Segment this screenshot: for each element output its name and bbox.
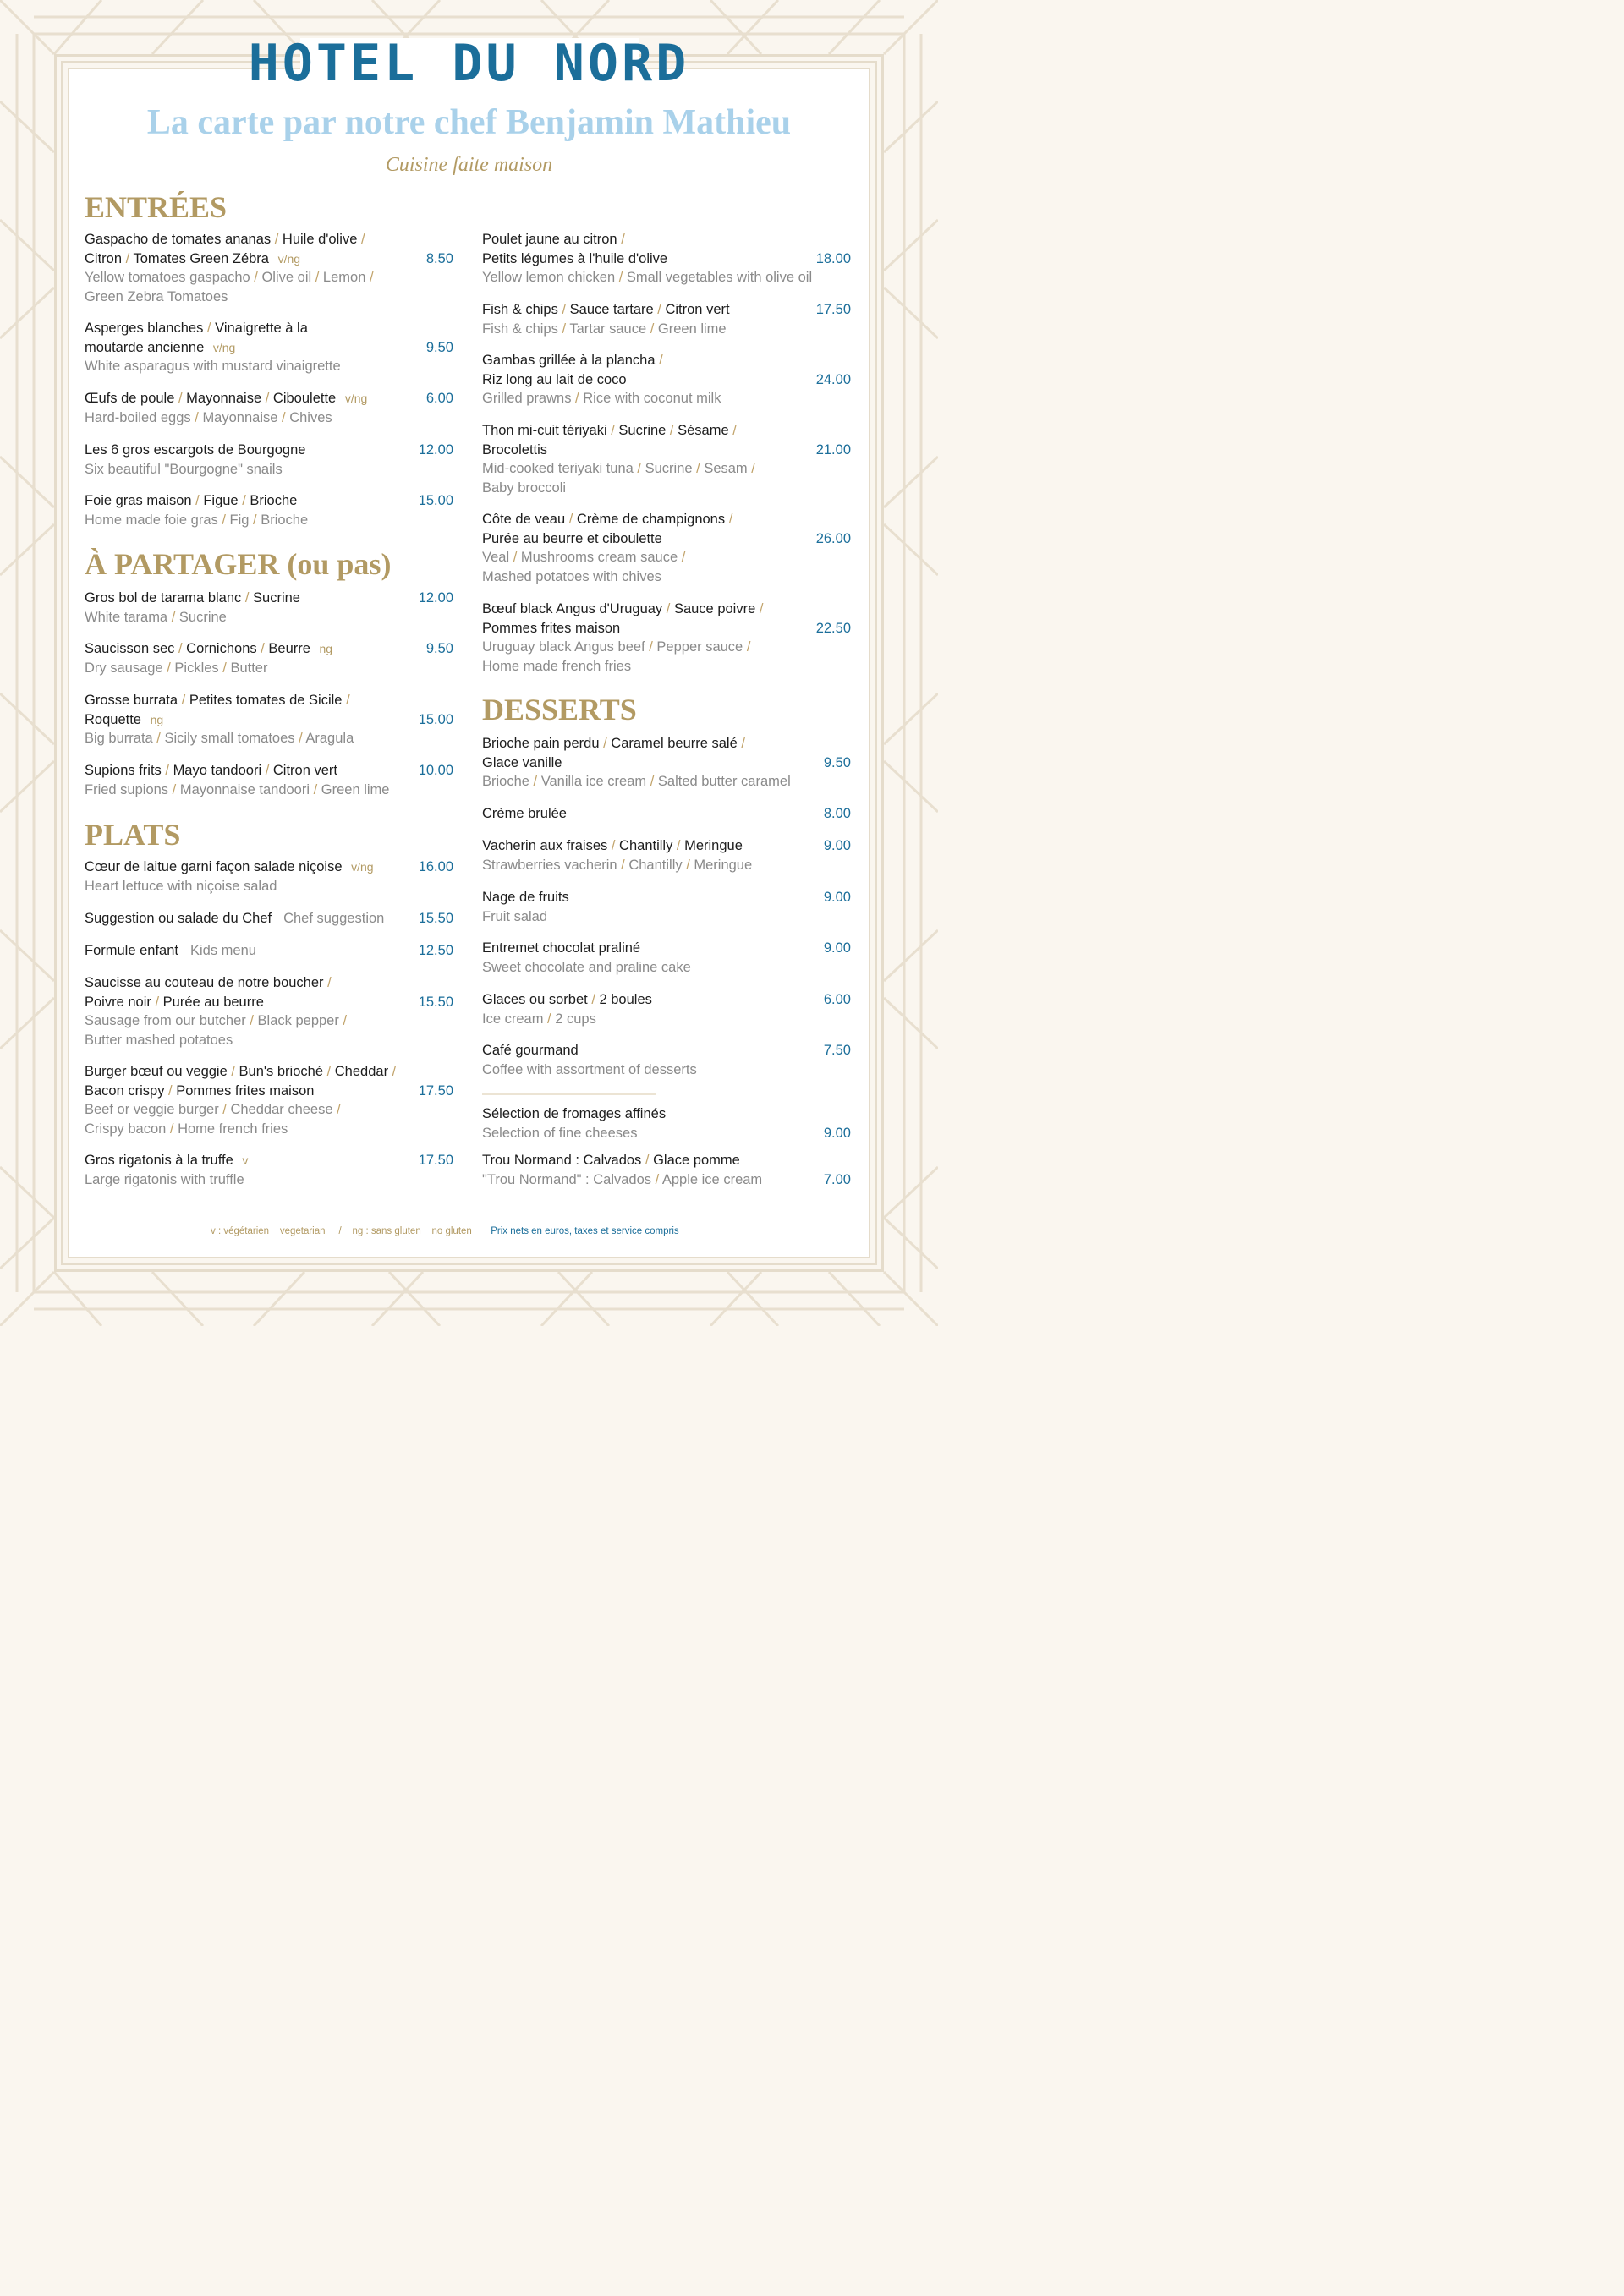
slash-separator: / [261, 763, 273, 778]
price: 17.50 [418, 1153, 453, 1168]
dish-name-fr: Entremet chocolat praliné [482, 940, 641, 956]
menu-item [85, 691, 354, 748]
price: 8.00 [823, 806, 851, 821]
slash-separator: / [678, 550, 686, 565]
menu-item [85, 909, 384, 929]
section-plats: PLATS [85, 818, 181, 852]
dish-name-fr: Fish & chips / Sauce tartare / Citron vert [482, 302, 730, 317]
slash-separator: / [151, 994, 163, 1010]
slash-separator: / [388, 1064, 397, 1079]
dish-name-fr: Thon mi-cuit tériyaki / Sucrine / Sésame / [482, 423, 737, 438]
menu-tagline: Cuisine faite maison [385, 154, 553, 176]
dish-name-en: Six beautiful "Bourgogne" snails [85, 461, 283, 477]
dish-name-en: White asparagus with mustard vinaigrette [85, 359, 341, 374]
dish-name-en: Dry sausage / Pickles / Butter [85, 660, 268, 676]
dish-name-fr: Nage de fruits [482, 890, 569, 905]
dish-name-fr: Gambas grillée à la plancha / [482, 353, 663, 368]
price: 9.00 [823, 1125, 851, 1141]
slash-separator: / [365, 270, 374, 285]
price: 17.50 [815, 302, 851, 317]
slash-separator: / [725, 512, 733, 527]
price: 15.50 [418, 911, 453, 926]
menu-item [482, 421, 755, 497]
dish-name-en: Grilled prawns / Rice with coconut milk [482, 391, 721, 406]
slash-separator: / [167, 609, 179, 625]
slash-separator: / [617, 857, 629, 873]
slash-separator: / [122, 250, 134, 266]
dish-name-en: Veal / Mushrooms cream sauce / [482, 550, 686, 565]
slash-separator: / [203, 321, 216, 336]
slash-separator: / [162, 660, 175, 676]
slash-separator: / [633, 461, 645, 476]
menu-item [85, 491, 308, 529]
dish-name-fr: Citron / Tomates Green Zébra v/ng [85, 250, 301, 266]
dish-name-fr: Foie gras maison / Figue / Brioche [85, 493, 298, 508]
slash-separator: / [557, 321, 570, 337]
menu-item [482, 939, 691, 977]
dish-name-fr: Vacherin aux fraises / Chantilly / Meringue [482, 838, 743, 853]
dish-name-fr: Bacon crispy / Pommes frites maison [85, 1082, 315, 1099]
dish-name-en: Crispy bacon / Home french fries [85, 1121, 288, 1137]
dish-name-fr: Asperges blanches / Vinaigrette à la [85, 321, 308, 336]
slash-separator: / [241, 590, 254, 606]
prices-note: Prix nets en euros, taxes et service compris [491, 1226, 679, 1236]
footer-legend [211, 1225, 679, 1238]
legend-ng-en: no gluten [431, 1226, 472, 1236]
price: 9.00 [823, 940, 851, 956]
dish-name-fr: Côte de veau / Crème de champignons / [482, 512, 733, 527]
dish-name-en: Uruguay black Angus beef / Pepper sauce / [482, 639, 751, 655]
price: 21.00 [815, 441, 851, 458]
price: 12.00 [418, 442, 453, 458]
section-entrees: ENTRÉES [85, 190, 228, 224]
legend-v-en: vegetarian [279, 1226, 326, 1236]
dish-name-en: Home made french fries [482, 658, 632, 674]
menu-item [85, 230, 374, 306]
dish-name-fr: Supions frits / Mayo tandoori / Citron vert [85, 763, 337, 778]
diet-tag: ng [150, 712, 164, 726]
slash-separator: / [646, 321, 658, 337]
price: 10.00 [418, 763, 453, 778]
price: 12.50 [418, 943, 453, 958]
dish-name-en: Sweet chocolate and praline cake [482, 959, 691, 975]
slash-separator: / [311, 270, 323, 285]
dish-name-fr: Œufs de poule / Mayonnaise / Ciboulette v/ng [85, 391, 368, 406]
dish-name-en: Fried supions / Mayonnaise tandoori / Green lime [85, 781, 390, 797]
slash-separator: / [651, 1171, 662, 1187]
slash-separator: / [271, 232, 283, 247]
price: 16.00 [418, 859, 453, 874]
slash-separator: / [166, 1121, 178, 1137]
slash-separator: / [245, 1013, 258, 1028]
slash-separator: / [323, 975, 332, 990]
slash-separator: / [587, 992, 600, 1007]
dish-name-en: "Trou Normand" : Calvados / Apple ice cream [482, 1171, 763, 1187]
slash-separator: / [529, 774, 541, 789]
price: 7.50 [823, 1043, 851, 1058]
dish-name-fr: Sélection de fromages affinés [482, 1106, 667, 1121]
dish-name-fr: Poulet jaune au citron / [482, 232, 625, 247]
menu-item [482, 990, 652, 1028]
slash-separator: / [342, 693, 350, 708]
dish-name-en: Big burrata / Sicily small tomatoes / Aragula [85, 731, 354, 746]
slash-separator: / [728, 423, 737, 438]
dish-name-fr: Saucisson sec / Cornichons / Beurre ng [85, 641, 333, 656]
slash-separator: / [599, 736, 612, 751]
dish-name-fr: Suggestion ou salade du Chef Chef suggestion [85, 911, 385, 926]
slash-separator: / [755, 601, 764, 616]
slash-separator: / [357, 232, 365, 247]
diet-tag: v/ng [212, 340, 236, 354]
dish-name-fr: Brioche pain perdu / Caramel beurre salé / [482, 736, 745, 751]
menu-item [85, 441, 305, 479]
dish-name-en: Beef or veggie burger / Cheddar cheese / [85, 1102, 341, 1117]
slash-separator: / [332, 1102, 341, 1117]
slash-separator: / [218, 660, 231, 676]
slash-separator: / [190, 409, 203, 425]
slash-separator: / [256, 641, 269, 656]
dish-name-en: Baby broccoli [482, 479, 567, 496]
menu-item [482, 1151, 762, 1189]
diet-tag: v [242, 1153, 249, 1167]
slash-separator: / [294, 731, 306, 746]
dish-name-fr: Gros bol de tarama blanc / Sucrine [85, 590, 300, 606]
dish-name-fr: Bœuf black Angus d'Uruguay / Sauce poivre / [482, 601, 764, 616]
dish-name-en: Hard-boiled eggs / Mayonnaise / Chives [85, 409, 332, 425]
slash-separator: / [191, 493, 204, 508]
dish-name-en: Brioche / Vanilla ice cream / Salted butter caramel [482, 774, 791, 789]
legend-divider: / [338, 1226, 342, 1236]
dish-name-fr: Cœur de laitue garni façon salade niçoise v/ng [85, 859, 374, 874]
menu-item [482, 600, 763, 676]
legend-ng: ng : sans gluten [352, 1226, 421, 1236]
dish-name-fr: Petits légumes à l'huile d'olive [482, 250, 668, 266]
price: 9.50 [425, 339, 453, 355]
dish-name-fr: Crème brulée [482, 806, 567, 821]
slash-separator: / [571, 391, 584, 406]
diet-tag: v/ng [351, 860, 374, 874]
dish-name-en-inline: Kids menu [189, 943, 256, 958]
slash-separator: / [645, 639, 657, 655]
dish-name-fr: Glaces ou sorbet / 2 boules [482, 992, 652, 1007]
slash-separator: / [310, 781, 321, 797]
dish-name-fr: Grosse burrata / Petites tomates de Sicile / [85, 693, 350, 708]
slash-separator: / [152, 731, 165, 746]
dish-name-fr: Formule enfant Kids menu [85, 943, 256, 958]
slash-separator: / [747, 461, 755, 476]
slash-separator: / [509, 550, 521, 565]
diet-tag: v/ng [277, 251, 301, 266]
slash-separator: / [662, 601, 674, 616]
slash-separator: / [743, 639, 751, 655]
dish-name-en: Fruit salad [482, 908, 548, 924]
dish-name-fr: Riz long au lait de coco [482, 371, 627, 387]
slash-separator: / [646, 774, 658, 789]
slash-separator: / [641, 1153, 654, 1168]
slash-separator: / [565, 512, 577, 527]
dish-name-en: Mashed potatoes with chives [482, 568, 661, 584]
dish-name-fr: Trou Normand : Calvados / Glace pomme [482, 1153, 740, 1168]
slash-separator: / [238, 493, 250, 508]
price: 15.00 [418, 711, 453, 727]
menu-item [482, 230, 812, 288]
menu-item [85, 1151, 248, 1189]
price: 9.50 [823, 754, 851, 770]
dish-name-en: Green Zebra Tomatoes [85, 288, 228, 304]
slash-separator: / [250, 270, 262, 285]
price: 12.00 [418, 590, 453, 606]
dish-name-en: Large rigatonis with truffle [85, 1171, 244, 1187]
menu-item [482, 1104, 666, 1143]
dish-name-fr: Glace vanille [482, 754, 562, 770]
slash-separator: / [323, 1064, 335, 1079]
price: 6.00 [425, 391, 453, 406]
dish-name-en-inline: Chef suggestion [283, 911, 385, 926]
menu-item [85, 973, 347, 1049]
slash-separator: / [174, 641, 187, 656]
slash-separator: / [606, 423, 619, 438]
hotel-logo: HOTEL DU NORD [248, 34, 690, 93]
price: 9.00 [823, 838, 851, 853]
menu-item [85, 639, 332, 677]
price: 9.00 [823, 890, 851, 905]
price: 22.50 [815, 620, 851, 636]
menu-item [482, 351, 721, 408]
dish-name-en: White tarama / Sucrine [85, 609, 227, 625]
menu-item [85, 589, 300, 627]
slash-separator: / [615, 270, 627, 285]
dish-name-fr: Brocolettis [482, 441, 548, 458]
dish-name-en: Strawberries vacherin / Chantilly / Meringue [482, 857, 753, 873]
price: 26.00 [815, 530, 851, 546]
price: 9.50 [425, 641, 453, 656]
menu-item [482, 804, 567, 824]
menu-item [482, 1041, 697, 1079]
dish-name-en: Sausage from our butcher / Black pepper / [85, 1013, 348, 1028]
dish-name-fr: Saucisse au couteau de notre boucher / [85, 975, 332, 990]
dish-name-fr: Gros rigatonis à la truffe v [85, 1153, 249, 1168]
slash-separator: / [261, 391, 273, 406]
menu-item [85, 319, 341, 376]
dish-name-en: Mid-cooked teriyaki tuna / Sucrine / Sesam / [482, 461, 755, 476]
diet-tag: v/ng [344, 392, 368, 405]
dish-name-en: Butter mashed potatoes [85, 1032, 233, 1048]
slash-separator: / [543, 1011, 556, 1027]
price: 7.00 [823, 1171, 851, 1187]
dish-name-fr: Roquette ng [85, 711, 164, 727]
dish-name-en: Heart lettuce with niçoise salad [85, 878, 277, 894]
menu-item [85, 761, 389, 799]
dish-name-fr: Pommes frites maison [482, 620, 621, 636]
menu-item [482, 734, 791, 792]
section-desserts: DESSERTS [482, 693, 637, 726]
dish-name-en: Yellow tomatoes gaspacho / Olive oil / Lemon / [85, 270, 374, 285]
slash-separator: / [557, 302, 570, 317]
slash-separator: / [655, 353, 663, 368]
price: 15.00 [418, 493, 453, 508]
slash-separator: / [607, 838, 620, 853]
slash-separator: / [249, 512, 261, 528]
price: 8.50 [425, 250, 453, 266]
dish-name-fr: moutarde ancienne v/ng [85, 339, 236, 355]
slash-separator: / [217, 512, 230, 528]
dish-name-en: Coffee with assortment of desserts [482, 1061, 697, 1077]
dish-name-en: Selection of fine cheeses [482, 1125, 638, 1141]
menu-item [85, 389, 367, 427]
slash-separator: / [682, 857, 694, 873]
slash-separator: / [218, 1102, 231, 1117]
slash-separator: / [692, 461, 705, 476]
price: 15.50 [418, 994, 453, 1010]
price: 17.50 [418, 1082, 453, 1099]
diet-tag: ng [319, 642, 333, 655]
slash-separator: / [653, 302, 666, 317]
price: 6.00 [823, 992, 851, 1007]
legend-v: v : végétarien [211, 1226, 270, 1236]
menu-item [85, 858, 374, 896]
dish-name-fr: Purée au beurre et ciboulette [482, 530, 662, 546]
slash-separator: / [666, 423, 678, 438]
menu-item [482, 836, 752, 874]
section-partager: À PARTAGER (ou pas) [85, 547, 392, 581]
menu-item [482, 888, 569, 926]
dish-name-en: Home made foie gras / Fig / Brioche [85, 512, 309, 528]
dish-name-en: Ice cream / 2 cups [482, 1011, 596, 1027]
menu-item [482, 510, 732, 586]
dish-name-en: Yellow lemon chicken / Small vegetables with olive oil [482, 270, 813, 285]
dessert-separator [482, 1093, 656, 1095]
slash-separator: / [174, 391, 187, 406]
dish-name-fr: Burger bœuf ou veggie / Bun's brioché / Cheddar / [85, 1064, 397, 1079]
slash-separator: / [338, 1013, 348, 1028]
slash-separator: / [161, 763, 173, 778]
slash-separator: / [277, 409, 290, 425]
slash-separator: / [672, 838, 685, 853]
dish-name-en: Fish & chips / Tartar sauce / Green lime [482, 321, 727, 337]
dish-name-fr: Les 6 gros escargots de Bourgogne [85, 442, 306, 458]
price: 18.00 [815, 250, 851, 266]
dish-name-fr: Gaspacho de tomates ananas / Huile d'olive / [85, 232, 365, 247]
slash-separator: / [178, 693, 189, 708]
dish-name-fr: Café gourmand [482, 1043, 579, 1058]
slash-separator: / [227, 1064, 239, 1079]
menu-item [85, 1062, 396, 1138]
slash-separator: / [164, 1082, 177, 1099]
slash-separator: / [737, 736, 745, 751]
menu-item [482, 300, 730, 338]
menu-item [85, 941, 256, 961]
menu-subtitle: La carte par notre chef Benjamin Mathieu [146, 103, 792, 142]
slash-separator: / [168, 781, 180, 797]
slash-separator: / [617, 232, 625, 247]
price: 24.00 [815, 371, 851, 387]
dish-name-fr: Poivre noir / Purée au beurre [85, 994, 264, 1010]
